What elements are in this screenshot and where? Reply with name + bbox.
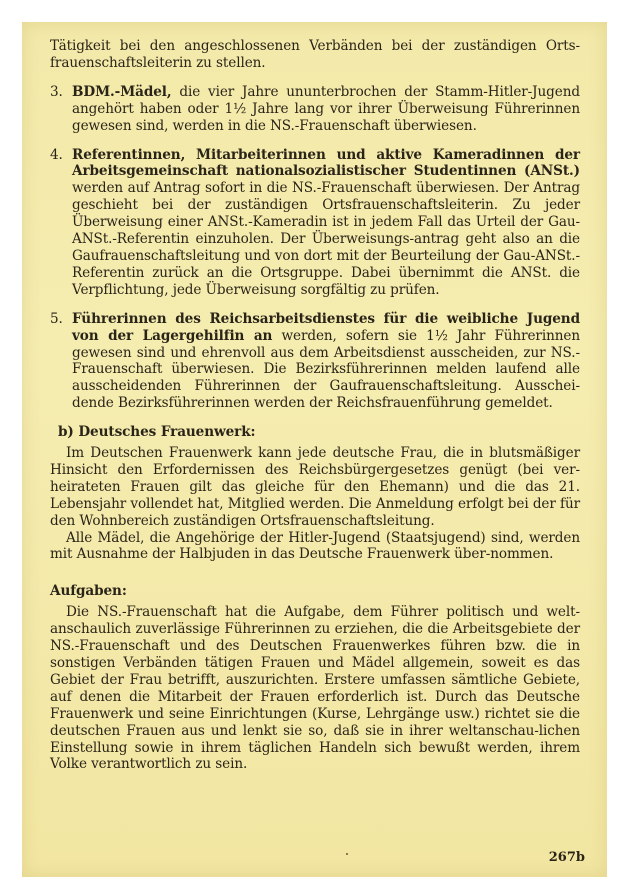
item-text <box>72 84 580 135</box>
document-page <box>22 22 607 877</box>
list-item-3 <box>50 84 580 135</box>
section-b-heading: b) Deutsches Frauenwerk: <box>58 424 256 441</box>
aufgaben-paragraph: Die NS.-Frauenschaft hat die Aufgabe, dem Führer politisch und welt-anschaulich zuverlässige Führerinnen zu erziehen, die die Arbeitsgebiete der NS.-Frauenschaft und des Deutschen Frauenwerkes führen bzw. die in sonstigen Verbänden tätigen Frauen und Mädel allgemein, soweit es das Gebiet der Frau betrifft, auszurichten. Erstere umfassen sämtliche Gebiete, auf denen die Mitarbeit der Frauen erforderlich ist. Durch das Deutsche Frauenwerk und seine Einrichtungen (Kurse, Lehrgänge usw.) richtet sie die deutschen Frauen aus und lenkt sie so, daß sie in ihrer weltanschau-lichen Einstellung sowie in ihrem täglichen Handeln sich bewußt werden, ihrem Volke verantwortlich zu sein. <box>50 604 580 773</box>
item-title: Referentinnen, Mitarbeiterinnen und aktive Kameradinnen der Arbeitsgemeinschaft nationalsozialistischer Studentinnen (ANSt.) <box>72 146 580 180</box>
page-content <box>50 38 580 773</box>
item-text <box>72 311 580 412</box>
item-number: 4. <box>50 146 63 163</box>
list-item-5 <box>50 311 580 412</box>
intro-line: Tätigkeit bei den angeschlossenen Verbänden bei der zuständigen Orts-frauenschaftsleiterin zu stellen. <box>50 38 580 71</box>
item-body: werden, sofern sie 1½ Jahr Führerinnen gewesen sind und ehrenvoll aus dem Arbeitsdienst ausscheiden, zur NS.-Frauenschaft überwiesen. Die Bezirksführerinnen melden laufend alle ausscheidenden Führerinnen der Gaufrauenschaftsleitung. Ausschei-dende Bezirksführerinnen werden der Reichsfrauenführung gemeldet. <box>72 327 580 412</box>
item-body: werden auf Antrag sofort in die NS.-Frauenschaft überwiesen. Der Antrag geschieht bei der zuständigen Ortsfrauenschaftsleiterin. Zu jeder Überweisung einer ANSt.-Kameradin ist in jedem Fall das Urteil der Gau-ANSt.-Referentin einzuholen. Der Überweisungs-antrag geht also an die Gaufrauenschaftsleitung und von dort mit der Beurteilung der Gau-ANSt.-Referentin zurück an die Ortsgruppe. Dabei übernimmt die ANSt. die Verpflichtung, jede Überweisung sorgfältig zu prüfen. <box>72 180 580 298</box>
paper-speck <box>346 853 348 855</box>
aufgaben-heading: Aufgaben: <box>50 583 127 600</box>
item-number: 3. <box>50 83 63 100</box>
list-item-4 <box>50 147 580 299</box>
item-title: BDM.-Mädel, <box>72 83 172 100</box>
section-b-paragraph-2: Alle Mädel, die Angehörige der Hitler-Jugend (Staatsjugend) sind, werden mit Ausnahme der Halbjuden in das Deutsche Frauenwerk über-nommen. <box>50 529 580 563</box>
item-number: 5. <box>50 310 63 327</box>
item-text <box>72 147 580 299</box>
page-number: 267b <box>548 850 585 865</box>
section-b-paragraph-1: Im Deutschen Frauenwerk kann jede deutsche Frau, die in blutsmäßiger Hinsicht den Erfordernissen des Reichsbürgergesetzes genügt (bei ver-heirateten Frauen gilt das gleiche für den Ehemann) und die das 21. Lebensjahr vollendet hat, Mitglied werden. Die Anmeldung erfolgt bei der für den Wohnbereich zuständigen Ortsfrauenschaftsleitung. <box>50 445 580 529</box>
item-body: die vier Jahre ununterbrochen der Stamm-Hitler-Jugend angehört haben oder 1½ Jahre lang vor ihrer Überweisung Führerinnen gewesen sind, werden in die NS.-Frauenschaft überwiesen. <box>72 83 580 134</box>
item-title: Führerinnen des Reichsarbeitsdienstes für die weibliche Jugend von der Lagergehilfin an <box>72 310 580 344</box>
